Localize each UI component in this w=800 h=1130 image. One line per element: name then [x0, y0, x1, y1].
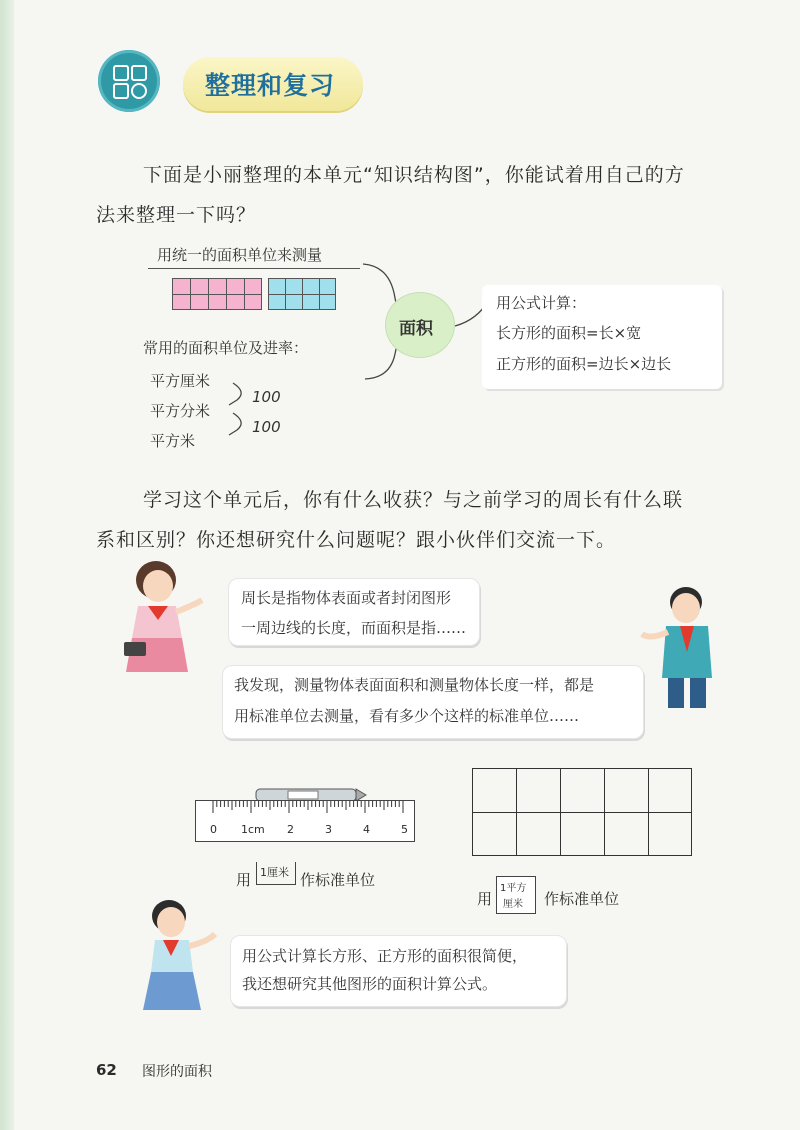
- girl-student-2-illustration: [135, 898, 225, 1018]
- rate-label-2: 100: [252, 418, 281, 436]
- unit-sq-m: 平方米: [150, 432, 196, 450]
- bubble-3-line-2: 我还想研究其他图形的面积计算公式。: [242, 975, 498, 993]
- grid-caption-post: 作标准单位: [544, 890, 620, 908]
- map-center-label: 面积: [399, 319, 433, 339]
- map-measure-title: 用统一的面积单位来测量: [157, 246, 323, 264]
- ruler-tick-5: 5: [401, 823, 408, 836]
- map-units-title: 常用的面积单位及进率：: [143, 339, 309, 357]
- ruler-tick-0: 0: [210, 823, 217, 836]
- rate-label-1: 100: [252, 388, 281, 406]
- square-cm-grid: [472, 768, 692, 856]
- page-title: 整理和复习: [205, 71, 336, 100]
- formula-title: 用公式计算：: [496, 294, 587, 312]
- unit-sq-cm: 平方厘米: [150, 372, 211, 390]
- ruler-caption-pre: 用: [236, 871, 252, 889]
- ruler-tick-3: 3: [325, 823, 332, 836]
- page-number: 62: [96, 1061, 117, 1079]
- formula-square: 正方形的面积=边长×边长: [496, 355, 672, 373]
- ruler-tick-4: 4: [363, 823, 370, 836]
- page-edge: [0, 0, 14, 1130]
- grid-caption-pre: 用: [477, 890, 493, 908]
- question-line-1: 学习这个单元后，你有什么收获？与之前学习的周长有什么联: [143, 489, 684, 511]
- bubble-1-line-1: 周长是指物体表面或者封闭图形: [241, 589, 452, 607]
- ruler-tick-2: 2: [287, 823, 294, 836]
- grid-caption-unit-2: 厘米: [503, 899, 523, 910]
- girl-student-illustration: [118, 560, 213, 680]
- chapter-title: 图形的面积: [142, 1064, 212, 1080]
- ruler: [195, 800, 415, 842]
- boy-student-illustration: [632, 582, 732, 712]
- ruler-caption-post: 作标准单位: [300, 871, 376, 889]
- ruler-ticks: [196, 801, 416, 823]
- unit-sq-dm: 平方分米: [150, 402, 211, 420]
- section-badge-icon: [98, 50, 160, 112]
- bubble-2-line-1: 我发现，测量物体表面面积和测量物体长度一样，都是: [234, 676, 595, 694]
- intro-line-2: 法来整理一下吗？: [96, 204, 257, 226]
- question-line-2: 系和区别？你还想研究什么问题呢？跟小伙伴们交流一下。: [96, 529, 617, 551]
- grid-caption-unit-1: 1平方: [500, 883, 527, 894]
- bubble-1-line-2: 一周边线的长度，而面积是指……: [241, 619, 467, 637]
- formula-rectangle: 长方形的面积=长×宽: [496, 324, 642, 342]
- intro-line-1: 下面是小丽整理的本单元“知识结构图”，你能试着用自己的方: [143, 164, 685, 186]
- ruler-tick-1: 1cm: [241, 823, 265, 836]
- ruler-caption-unit: 1厘米: [260, 866, 289, 879]
- bubble-2-line-2: 用标准单位去测量，看有多少个这样的标准单位……: [234, 707, 580, 725]
- bubble-3-line-1: 用公式计算长方形、正方形的面积很简便，: [242, 947, 528, 965]
